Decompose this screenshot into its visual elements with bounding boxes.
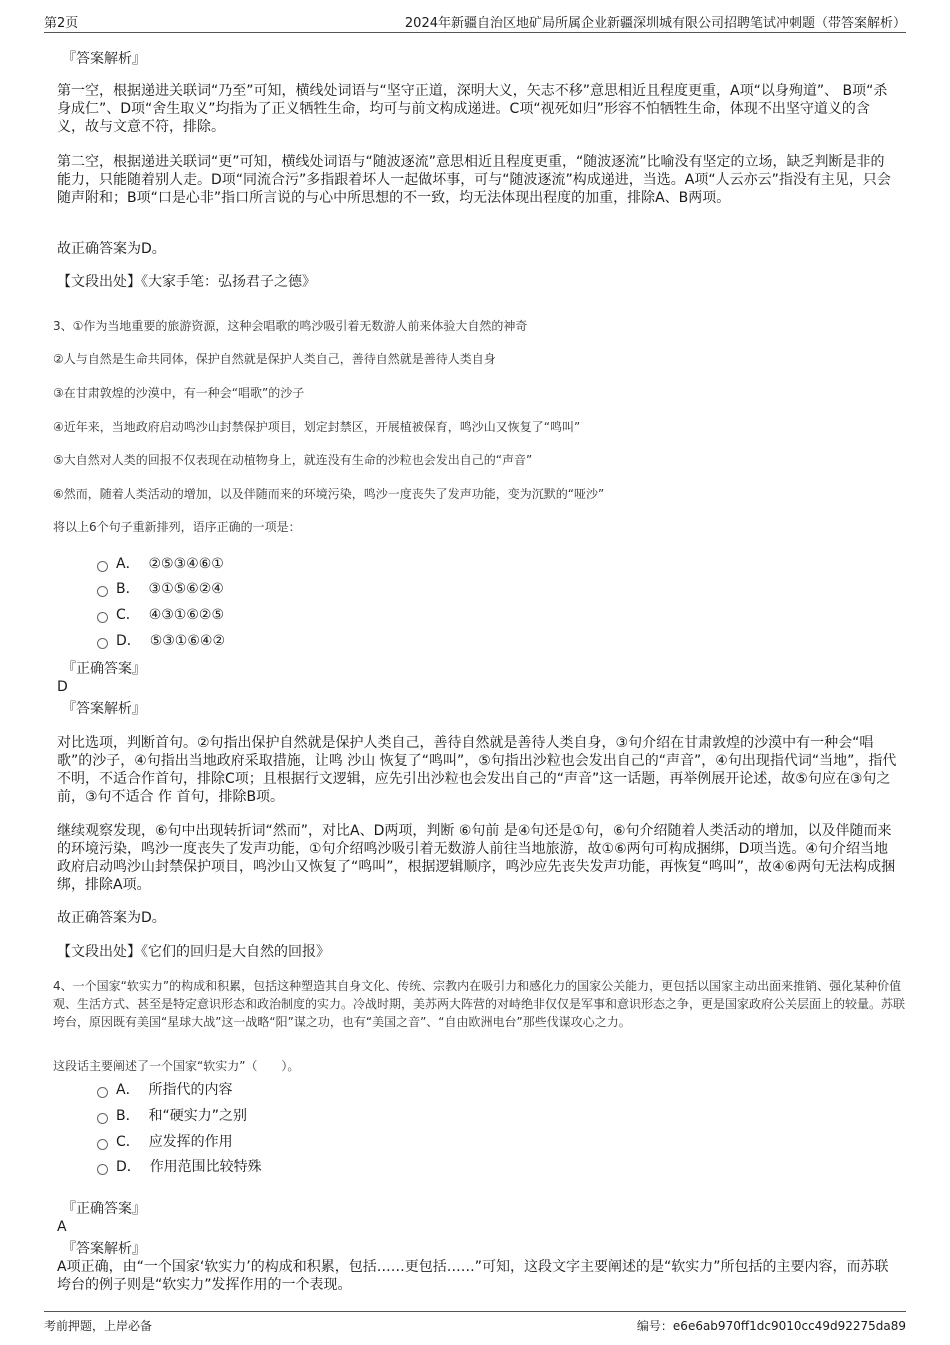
q3-sentence-1: 3、①作为当地重要的旅游资源，这种会唱歌的鸣沙吸引着无数游人前来体验大自然的神奇 (53, 319, 528, 333)
radio-button[interactable] (97, 612, 108, 623)
q4-option-a[interactable]: A． 所指代的内容 (97, 1081, 232, 1099)
q3-option-b[interactable]: B． ③①⑤⑥②④ (97, 580, 224, 598)
q3-sentence-6: ⑥然而，随着人类活动的增加，以及伴随而来的环境污染，鸣沙一度丧失了发声功能，变为沉默的“哑沙” (53, 487, 605, 501)
q2-analysis-label: 『答案解析』 (62, 51, 146, 67)
radio-button[interactable] (97, 1087, 108, 1098)
q3-analysis-p1: 对比选项，判断首句。②句指出保护自然就是保护人类自己，善待自然就是善待人类自身，③句介绍在甘肃敦煌的沙漠中有一种会“唱歌”的沙子，④句指出当地政府采取措施，让鸣 沙山 恢复了“鸣叫”，⑤句指出沙粒也会发出自己的“声音”，④句出现指代词“当地”，指代不明，不适合作首句，排除C项；且根据行文逻辑，应先引出沙粒也会发出自己的“声音”这一话题，再举例展开论述，故⑤句应在③句之前，③句不适合 作 首句，排除B项。 (57, 735, 897, 805)
radio-button[interactable] (97, 638, 108, 649)
q3-sentence-3: ③在甘肃敦煌的沙漠中，有一种会“唱歌”的沙子 (53, 386, 305, 400)
q3-option-a[interactable]: A． ②⑤③④⑥① (97, 555, 224, 573)
footer-slogan: 考前押题，上岸必备 (44, 1319, 153, 1333)
q4-stem: 4、一个国家“软实力”的构成和积累，包括这种塑造其自身文化、传统、宗教内在吸引力和感化力的国家公关能力，更包括以国家主动出面来推销、强化某种价值观、生活方式、甚至是特定意识形态和政治制度的实力。冷战时期，美苏两大阵营的对峙绝非仅仅是军事和意识形态之争，更是国家政府公关层面上的较量。苏联垮台，原因既有美国“星球大战”这一战略“阳”谋之功，也有“美国之音”、“自由欧洲电台”那些伐谋攻心之力。 (53, 979, 906, 1029)
q4-prompt: 这段话主要阐述了一个国家“软实力”（ ）。 (53, 1059, 300, 1073)
document-id: 编号：e6e6ab970ff1dc9010cc49d92275da89 (636, 1319, 906, 1333)
q3-option-d[interactable]: D． ⑤③①⑥④② (97, 632, 225, 650)
page-footer (44, 1311, 906, 1333)
q3-sentence-4: ④近年来，当地政府启动鸣沙山封禁保护项目，划定封禁区，开展植被保育，鸣沙山又恢复了“鸣叫” (53, 420, 581, 434)
document-title: 2024年新疆自治区地矿局所属企业新疆深圳城有限公司招聘笔试冲刺题（带答案解析） (404, 16, 906, 31)
radio-button[interactable] (97, 586, 108, 597)
q3-conclusion: 故正确答案为D。 (57, 910, 166, 926)
page-number: 第2页 (44, 16, 79, 31)
radio-button[interactable] (97, 1139, 108, 1150)
q4-option-b[interactable]: B． 和“硬实力”之别 (97, 1107, 247, 1125)
q4-analysis-label: 『答案解析』 (62, 1241, 146, 1257)
page-header (44, 0, 906, 33)
q4-analysis: A项正确，由“一个国家‘软实力’的构成和积累，包括……更包括……”可知，这段文字主要阐述的是“软实力”所包括的主要内容，而苏联垮台的例子则是“软实力”发挥作用的一个表现。 (57, 1259, 889, 1293)
q3-answer-label: 『正确答案』 (62, 661, 146, 677)
q4-option-c[interactable]: C． 应发挥的作用 (97, 1133, 233, 1151)
q4-answer: A (57, 1219, 67, 1235)
q2-source: 【文段出处】《大家手笔：弘扬君子之德》 (57, 274, 316, 290)
q2-analysis-p1: 第一空，根据递进关联词“乃至”可知，横线处词语与“坚守正道，深明大义，矢志不移”意思相近且程度更重，A项“以身殉道”、 B项“杀身成仁”、D项“舍生取义”均指为了正义牺牲生命，均可与前文构成递进。C项“视死如归”形容不怕牺牲生命，体现不出坚守道义的含义，故与文意不符，排除。 (57, 83, 888, 135)
radio-button[interactable] (97, 1113, 108, 1124)
q3-analysis-p2: 继续观察发现，⑥句中出现转折词“然而”，对比A、D两项，判断 ⑥句前 是④句还是①句，⑥句介绍随着人类活动的增加，以及伴随而来的环境污染，鸣沙一度丧失了发声功能，①句介绍鸣沙吸引着无数游人前往当地旅游，故①⑥两句可构成捆绑，D项当选。④句介绍当地政府启动鸣沙山封禁保护项目，鸣沙山又恢复了“鸣叫”，根据逻辑顺序，鸣沙应先丧失发声功能，再恢复“鸣叫”，故④⑥两句无法构成捆绑，排除A项。 (57, 823, 896, 893)
radio-button[interactable] (97, 561, 108, 572)
q2-conclusion: 故正确答案为D。 (57, 241, 166, 257)
q3-sentence-2: ②人与自然是生命共同体，保护自然就是保护人类自己，善待自然就是善待人类自身 (53, 352, 496, 366)
q3-option-c[interactable]: C． ④③①⑥②⑤ (97, 606, 224, 624)
q2-analysis-p2: 第二空，根据递进关联词“更”可知，横线处词语与“随波逐流”意思相近且程度更重，“随波逐流”比喻没有坚定的立场，缺乏判断是非的能力，只能随着别人走。D项“同流合污”多指跟着坏人一起做坏事，可与“随波逐流”构成递进，当选。A项“人云亦云”指没有主见，只会随声附和；B项“口是心非”指口所言说的与心中所思想的不一致，均无法体现出程度的加重，排除A、B两项。 (57, 154, 891, 206)
q3-source: 【文段出处】《它们的回归是大自然的回报》 (57, 944, 330, 960)
radio-button[interactable] (97, 1164, 108, 1175)
q3-answer: D (57, 679, 68, 695)
q3-sentence-5: ⑤大自然对人类的回报不仅表现在动植物身上，就连没有生命的沙粒也会发出自己的“声音” (53, 453, 533, 467)
q4-answer-label: 『正确答案』 (62, 1201, 146, 1217)
q4-option-d[interactable]: D． 作用范围比较特殊 (97, 1158, 262, 1176)
q3-prompt: 将以上6个句子重新排列，语序正确的一项是： (53, 520, 301, 534)
q3-analysis-label: 『答案解析』 (62, 701, 146, 717)
